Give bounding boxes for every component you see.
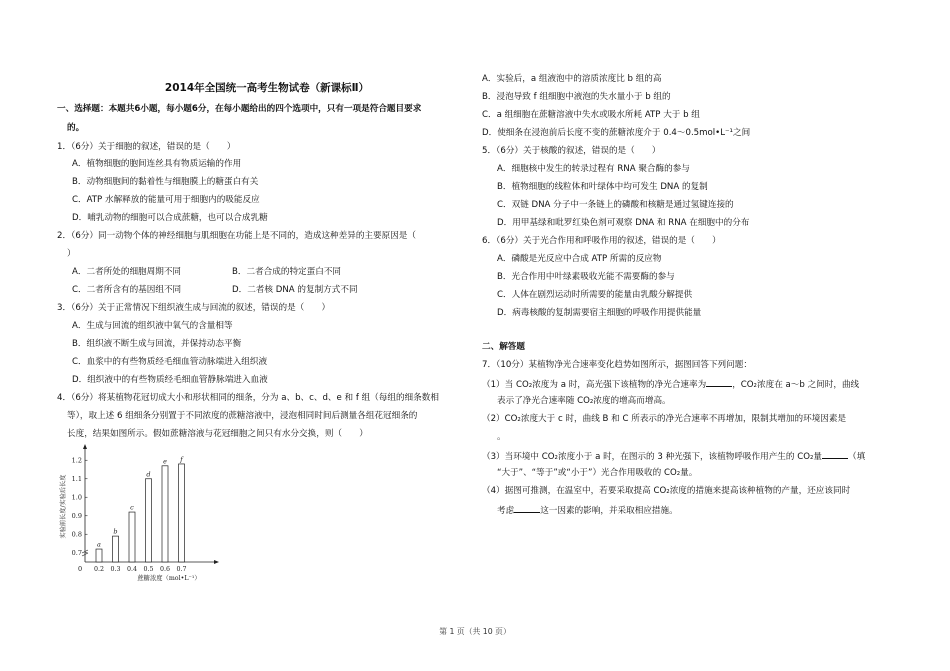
q5-option-a: A．细胞核中发生的转录过程有 RNA 聚合酶的参与 bbox=[497, 164, 690, 174]
chart-y-tick-label: 1.2 bbox=[71, 456, 82, 465]
chart-bar-label-e: e bbox=[163, 457, 167, 466]
paper-title: 2014年全国统一高考生物试卷（新课标Ⅱ） bbox=[164, 82, 370, 94]
q4-stem-line1: 4．（6分）将某植物花冠切成大小和形状相同的细条，分为 a、b、c、d、e 和 f 组（每组的细条数相 bbox=[57, 393, 439, 403]
q1-option-c: C．ATP 水解释放的能量可用于细胞内的吸能反应 bbox=[72, 195, 260, 205]
chart-x-arrow bbox=[214, 560, 219, 564]
chart-bar-label-a: a bbox=[97, 540, 101, 549]
q2-stem-line2: ） bbox=[67, 249, 76, 259]
q7-part4-text-b: 这一因素的影响，并采取相应措施。 bbox=[540, 506, 678, 516]
q7-part3-line2: “大于”、“等于”或“小于”）光合作用吸收的 CO₂量。 bbox=[497, 468, 698, 478]
q7-part1-line1 bbox=[482, 377, 859, 391]
chart-y-tick-label: 0.7 bbox=[71, 548, 82, 557]
chart-x-tick-label: 0.4 bbox=[126, 566, 138, 573]
q4-option-c: C．a 组细胞在蔗糖溶液中失水或吸水所耗 ATP 大于 b 组 bbox=[482, 110, 700, 120]
q7-part1-text-a: （1）当 CO₂浓度为 a 时，高光强下该植物的净光合速率为 bbox=[482, 380, 707, 390]
q2-options-row2 bbox=[72, 284, 358, 296]
chart-y-arrow bbox=[83, 444, 87, 449]
q3-stem: 3．（6分）关于正常情况下组织液生成与回流的叙述，错误的是（ ） bbox=[57, 303, 331, 313]
chart-y-tick-label: 1.0 bbox=[71, 493, 82, 502]
chart-bar-label-c: c bbox=[130, 503, 134, 512]
chart-y-tick-label: 0.8 bbox=[71, 530, 82, 539]
q7-part3-line1 bbox=[482, 449, 865, 463]
q5-option-c: C．双链 DNA 分子中一条链上的磷酸和核糖是通过氢键连接的 bbox=[497, 200, 734, 210]
q5-stem: 5．（6分）关于核酸的叙述，错误的是（ ） bbox=[482, 146, 661, 156]
q4-option-b: B．浸泡导致 f 组细胞中液泡的失水量小于 b 组的 bbox=[482, 92, 671, 102]
q6-option-a: A．磷酸是光反应中合成 ATP 所需的反应物 bbox=[497, 254, 662, 264]
q5-option-b: B．植物细胞的线粒体和叶绿体中均可发生 DNA 的复制 bbox=[497, 182, 708, 192]
q4-option-d: D．使细条在浸泡前后长度不变的蔗糖浓度介于 0.4～0.5mol•L⁻¹之间 bbox=[482, 128, 751, 138]
q3-option-a: A．生成与回流的组织液中氧气的含量相等 bbox=[72, 321, 233, 331]
q1-option-a: A．植物细胞的胞间连丝具有物质运输的作用 bbox=[72, 159, 242, 169]
chart-x-tick-label: 0.5 bbox=[143, 566, 154, 573]
q7-part1-text-b: ，CO₂浓度在 a～b 之间时，曲线 bbox=[732, 380, 860, 390]
q3-option-b: B．组织液不断生成与回流，并保持动态平衡 bbox=[72, 339, 242, 349]
chart-bar-label-f: f bbox=[180, 455, 183, 464]
q7-part4-line1: （4）据图可推测，在温室中，若要采取提高 CO₂浓度的措施来提高该种植物的产量，还应该同时 bbox=[482, 486, 851, 496]
q5-option-d: D．用甲基绿和吡罗红染色剂可观察 DNA 和 RNA 在细胞中的分布 bbox=[497, 218, 750, 228]
q6-option-b: B．光合作用中叶绿素吸收光能不需要酶的参与 bbox=[497, 272, 675, 282]
q4-stem-line3: 长度，结果如图所示。假如蔗糖溶液与花冠细胞之间只有水分交换，则（ ） bbox=[67, 429, 368, 439]
section1-heading-line2: 的。 bbox=[67, 123, 85, 133]
q1-stem: 1．（6分）关于细胞的叙述，错误的是（ ） bbox=[57, 142, 236, 152]
q2-option-d: D．二者核 DNA 的复制方式不同 bbox=[232, 285, 358, 295]
chart-x-tick-label: 0.7 bbox=[176, 566, 187, 573]
chart-bar-d bbox=[146, 479, 152, 562]
chart-bar-c bbox=[129, 512, 135, 562]
q7-stem: 7．（10分）某植物净光合速率变化趋势如图所示，据图回答下列问题： bbox=[482, 360, 752, 370]
q1-option-b: B．动物细胞间的黏着性与细胞膜上的糖蛋白有关 bbox=[72, 177, 259, 187]
chart-y-tick-label: 0.9 bbox=[71, 511, 82, 520]
chart-y-axis-label: 实验前长度/实验后长度 bbox=[60, 474, 67, 539]
chart-x-tick-label: 0.6 bbox=[159, 566, 171, 573]
chart-bar-label-d: d bbox=[146, 470, 151, 479]
q7-part3-text-b: （填 bbox=[848, 452, 866, 462]
sucrose-bar-chart bbox=[57, 443, 237, 582]
page-footer: 第 1 页（共 10 页） bbox=[439, 627, 511, 636]
q4-stem-line2: 等），取上述 6 组细条分别置于不同浓度的蔗糖溶液中，浸泡相同时间后测量各组花冠细条的 bbox=[67, 411, 418, 421]
q2-option-c: C．二者所含有的基因组不同 bbox=[72, 285, 182, 295]
answer-blank-3[interactable] bbox=[822, 449, 848, 459]
q7-part4-line2 bbox=[497, 503, 678, 517]
q2-options-row1 bbox=[72, 266, 341, 278]
chart-bar-label-b: b bbox=[113, 527, 118, 536]
answer-blank-1[interactable] bbox=[706, 377, 732, 387]
q3-option-c: C．血浆中的有些物质经毛细血管动脉端进入组织液 bbox=[72, 357, 268, 367]
chart-bar-e bbox=[162, 466, 168, 562]
q3-option-d: D．组织液中的有些物质经毛细血管静脉端进入血液 bbox=[72, 375, 268, 385]
chart-bar-a bbox=[96, 549, 102, 562]
chart-bar-f bbox=[179, 464, 185, 562]
q7-part2-line1: （2）CO₂浓度大于 c 时，曲线 B 和 C 所表示的净光合速率不再增加，限制其增加的环境因素是 bbox=[482, 414, 847, 424]
q7-part1-line2: 表示了净光合速率随 CO₂浓度的增高而增高。 bbox=[497, 396, 671, 406]
q1-option-d: D．哺乳动物的细胞可以合成蔗糖，也可以合成乳糖 bbox=[72, 213, 268, 223]
chart-x-tick-label: 0.3 bbox=[110, 566, 121, 573]
section1-heading-line1: 一、选择题：本题共6小题，每小题6分，在每小题给出的四个选项中，只有一项是符合题目要求 bbox=[57, 104, 422, 114]
q4-option-a: A．实验后，a 组液泡中的溶质浓度比 b 组的高 bbox=[482, 74, 662, 84]
chart-bar-b bbox=[113, 536, 119, 562]
q2-stem-line1: 2．（6分）同一动物个体的神经细胞与肌细胞在功能上是不同的，造成这种差异的主要原因是（ bbox=[57, 231, 416, 241]
chart-y-tick-label: 1.1 bbox=[71, 474, 82, 483]
q6-option-c: C．人体在剧烈运动时所需要的能量由乳酸分解提供 bbox=[497, 290, 693, 300]
answer-blank-4[interactable] bbox=[514, 503, 540, 513]
q6-option-d: D．病毒核酸的复制需要宿主细胞的呼吸作用提供能量 bbox=[497, 308, 702, 318]
q6-stem: 6．（6分）关于光合作用和呼吸作用的叙述，错误的是（ ） bbox=[482, 236, 721, 246]
q2-option-b: B．二者合成的特定蛋白不同 bbox=[232, 267, 342, 277]
section2-heading: 二、解答题 bbox=[482, 342, 525, 352]
q7-part4-text-a: 考虑 bbox=[497, 506, 515, 516]
q7-part2-line2: 。 bbox=[497, 432, 506, 442]
chart-x-tick-label: 0.2 bbox=[93, 566, 105, 573]
q7-part3-text-a: （3）当环境中 CO₂浓度小于 a 时，在图示的 3 种光强下，该植物呼吸作用产生的 CO₂量 bbox=[482, 452, 823, 462]
q2-option-a: A．二者所处的细胞周期不同 bbox=[72, 267, 182, 277]
chart-origin-label: 0 bbox=[78, 565, 83, 573]
chart-x-axis-label: 蔗糖浓度（mol•L⁻¹） bbox=[137, 575, 201, 582]
